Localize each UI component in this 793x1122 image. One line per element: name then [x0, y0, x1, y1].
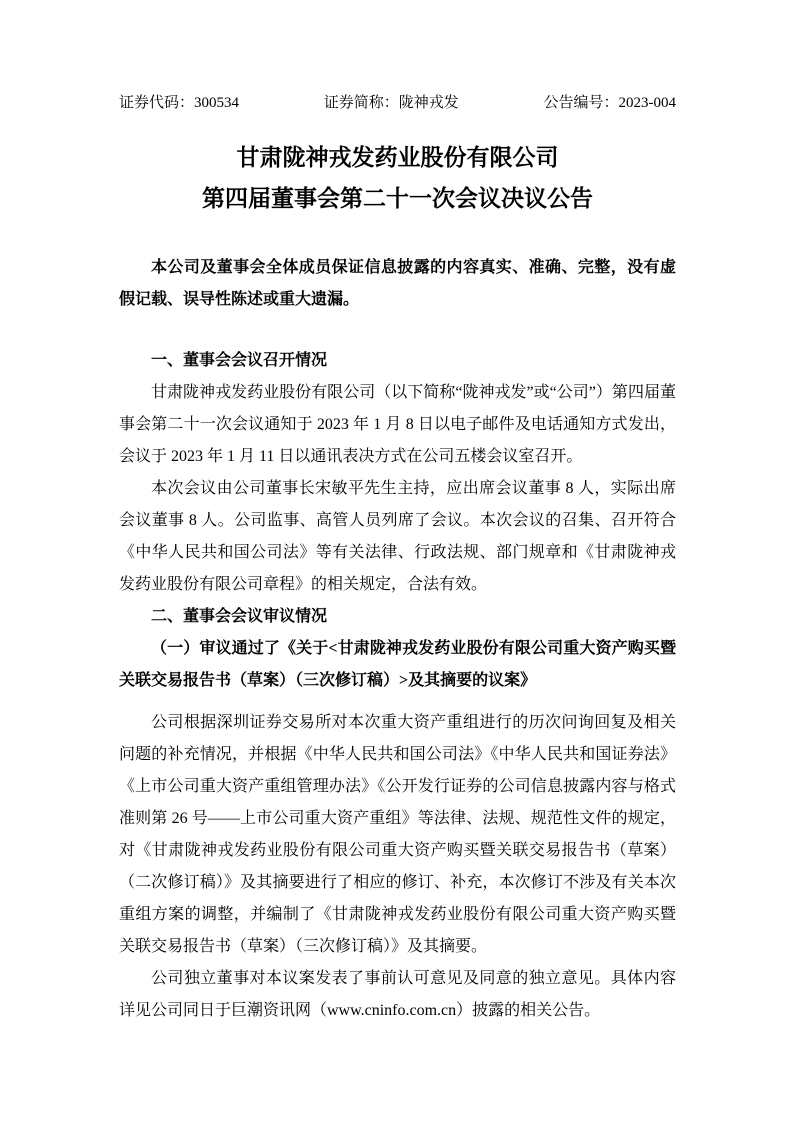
- page-content: [119, 93, 676, 1027]
- stock-code-label: 证券代码：300534: [119, 95, 240, 111]
- document-title: [119, 137, 676, 219]
- document-title-line1: 甘肃陇神戎发药业股份有限公司: [236, 145, 559, 170]
- announcement-number-label: 公告编号：2023-004: [543, 95, 676, 111]
- document-header: [119, 93, 676, 113]
- stock-short-name-label: 证券简称：陇神戎发: [323, 95, 459, 111]
- section2-item1-paragraph-1: 公司根据深圳证券交易所对本次重大资产重组进行的历次问询回复及相关问题的补充情况，并根据《中华人民共和国公司法》《中华人民共和国证券法》《上市公司重大资产重组管理办法》《公开发行证券的公司信息披露内容与格式准则第 26 号——上市公司重大资产重组》等法律、法规、规范性文件的规定，对《甘肃陇神戎发药业股份有限公司重大资产购买暨关联交易报告书（草案）（二次修订稿）》及其摘要进行了相应的修订、补充，本次修订不涉及有关本次重组方案的调整，并编制了《甘肃陇神戎发药业股份有限公司重大资产购买暨关联交易报告书（草案）（三次修订稿）》及其摘要。: [119, 714, 676, 955]
- section2-item1-heading: （一）审议通过了《关于<甘肃陇神戎发药业股份有限公司重大资产购买暨关联交易报告书（草案）（三次修订稿）>及其摘要的议案》: [119, 640, 676, 689]
- document-title-line2: 第四届董事会第二十一次会议决议公告: [202, 186, 593, 211]
- section1-paragraph-1: 甘肃陇神戎发药业股份有限公司（以下简称“陇神戎发”或“公司”）第四届董事会第二十一次会议通知于 2023 年 1 月 8 日以电子邮件及电话通知方式发出，会议于 2023 年 1 月 11 日以通讯表决方式在公司五楼会议室召开。: [119, 384, 676, 465]
- section1-paragraph-2: 本次会议由公司董事长宋敏平先生主持，应出席会议董事 8 人，实际出席会议董事 8 人。公司监事、高管人员列席了会议。本次会议的召集、召开符合《中华人民共和国公司法》等有关法律、行政法规、部门规章和《甘肃陇神戎发药业股份有限公司章程》的相关规定，合法有效。: [119, 480, 676, 593]
- section2-heading: 二、董事会会议审议情况: [151, 608, 328, 625]
- section2-item1-paragraph-2: 公司独立董事对本议案发表了事前认可意见及同意的独立意见。具体内容详见公司同日于巨潮资讯网（www.cninfo.com.cn）披露的相关公告。: [119, 970, 676, 1019]
- section1-heading: 一、董事会会议召开情况: [151, 352, 328, 369]
- disclaimer-statement: 本公司及董事会全体成员保证信息披露的内容真实、准确、完整，没有虚假记载、误导性陈述或重大遗漏。: [119, 259, 676, 308]
